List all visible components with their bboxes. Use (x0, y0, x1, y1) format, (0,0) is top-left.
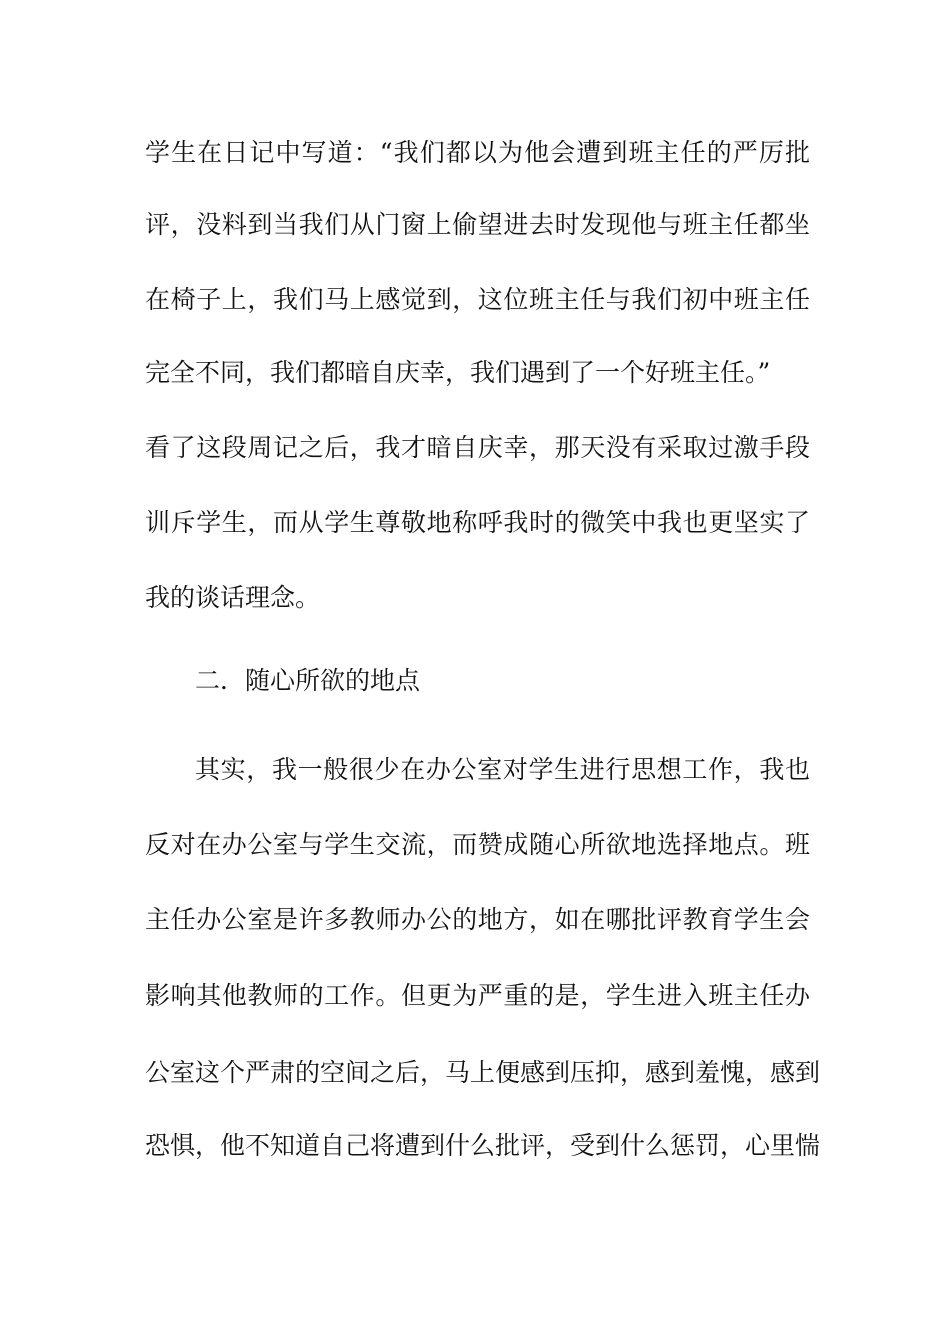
text-line: 看了这段周记之后，我才暗自庆幸，那天没有采取过激手段 (145, 433, 810, 462)
text-line: 我的谈话理念。 (145, 583, 321, 612)
section-heading: 二．随心所欲的地点 (195, 666, 421, 695)
text-line: 训斥学生，而从学生尊敬地称呼我时的微笑中我也更坚实了 (145, 508, 810, 537)
text-line: 其实，我一般很少在办公室对学生进行思想工作，我也 (195, 755, 810, 784)
text-line: 恐惧，他不知道自己将遭到什么批评，受到什么惩罚，心里惴 (145, 1131, 821, 1160)
text-line: 在椅子上，我们马上感觉到，这位班主任与我们初中班主任 (145, 285, 810, 314)
text-line: 评，没料到当我们从门窗上偷望进去时发现他与班主任都坐 (145, 210, 810, 239)
text-line: 主任办公室是许多教师办公的地方，如在哪批评教育学生会 (145, 905, 810, 934)
text-line: 完全不同，我们都暗自庆幸，我们遇到了一个好班主任。” (145, 358, 771, 387)
text-line: 反对在办公室与学生交流，而赞成随心所欲地选择地点。班 (145, 830, 810, 859)
text-line: 公室这个严肃的空间之后，马上便感到压抑，感到羞愧，感到 (145, 1058, 821, 1087)
text-line: 学生在日记中写道：“我们都以为他会遭到班主任的严厉批 (145, 138, 810, 167)
text-line: 影响其他教师的工作。但更为严重的是，学生进入班主任办 (145, 981, 810, 1010)
